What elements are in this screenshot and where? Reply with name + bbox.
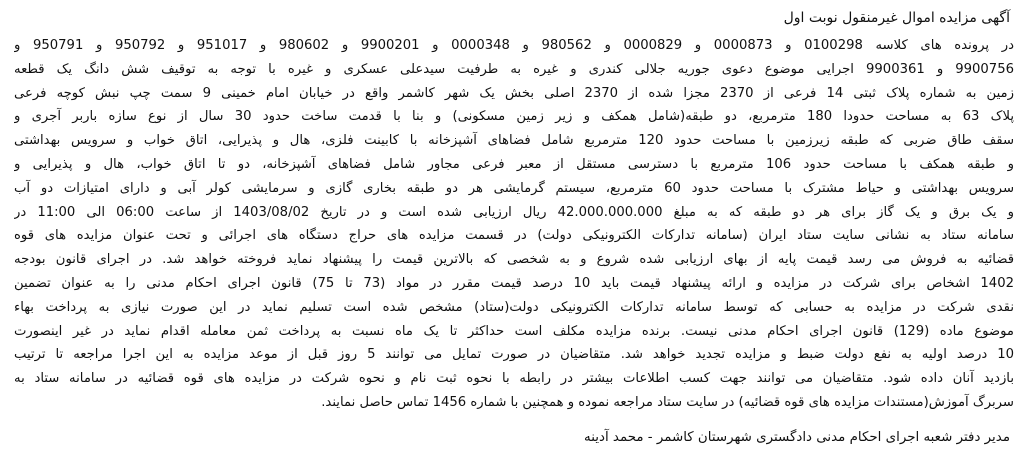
notice-title: آگهی مزایده اموال غیرمنقول نوبت اول: [783, 10, 1010, 26]
notice-body: [14, 34, 1014, 415]
notice-line: 10 درصد اولیه به نفع دولت ضبط و مزایده تجدید خواهد شد. متقاضیان در صورت تمایل می توانند 5 روز قبل از موعد مزایده به این اجرا مراجعه تا ترتیب: [14, 347, 1014, 363]
notice-line: 9900756 و 9900361 اجرایی موضوع دعوی جوریه جلالی کندری و غیره به طرفیت سیدعلی عسکری و غیره با توجه به توقیف شش دانگ یک قطعه: [14, 61, 1014, 77]
notice-line: نقدی شرکت در مزایده به حسابی که توسط سامانه تدارکات الکترونیکی دولت(ستاد) مشخص شده است تسلیم نماید در این صورت نیازی به پرداخت بهاء: [14, 299, 1014, 315]
notice-line: قضائیه به فروش می رسد قیمت پایه از بهای ارزیابی شده شروع و به شخصی که بالاترین قیمت را پیشنهاد نماید فروخته خواهد شد. در اجرای قانون بودجه: [14, 252, 1014, 268]
notice-line: 1402 اشخاص برای شرکت در مزایده و ارائه پیشنهاد قیمت باید 10 درصد قیمت مقرر در مواد (73 تا 75) قانون اجرای احکام مدنی را به عنوان تضمین: [14, 275, 1014, 291]
notice-line: سقف طاق ضربی که طبقه زیرزمین با مساحت حدود 120 مترمربع شامل فضاهای آشپزخانه با کابینت فلزی، هال و پذیرایی، اتاق خواب و سرویس بهداشتی: [14, 133, 1014, 149]
notice-line: در پرونده های کلاسه 0100298 و 0000873 و 0000829 و 980562 و 0000348 و 9900201 و 980602 و 951017 و 950792 و 950791 و: [14, 38, 1014, 53]
signature: مدیر دفتر شعبه اجرای احکام مدنی دادگستری شهرستان کاشمر - محمد آدینه: [584, 430, 1010, 445]
notice-line: سامانه ستاد به نشانی سایت ستاد ایران (سامانه تدارکات الکترونیکی دولت) در قسمت مزایده های حراج دستگاه های اجرائی و تحت عنوان مزایده های قوه: [14, 228, 1014, 244]
notice-line: و طبقه همکف با مساحت حدود 106 مترمربع با دسترسی مستقل از معبر فرعی مجاور شامل فضاهای آشپزخانه، دو تا اتاق خواب، هال و پذیرایی و: [14, 156, 1014, 172]
notice-line: سربرگ آموزش(مستندات مزایده های قوه قضائیه) در سایت ستاد مراجعه نموده و همچنین با شماره 1456 تماس حاصل نمایند.: [321, 394, 1014, 410]
notice-line: سرویس بهداشتی و حیاط مشترک با مساحت حدود 60 مترمربع، سیستم گرمایشی هر دو طبقه بخاری گازی و سرمایشی کولر آبی و دارای امتیازات دو آب: [14, 180, 1014, 196]
notice-line: بازدید آنان داده شود. متقاضیان می توانند جهت کسب اطلاعات بیشتر در رابطه با نحوه ثبت نام و نحوه شرکت در مزایده های قوه قضائیه در سامانه ستاد به: [14, 371, 1014, 387]
notice-line: و یک برق و یک گاز برای هر دو طبقه که به مبلغ 42.000.000.000 ریال ارزیابی شده است و در تاریخ 1403/08/02 از ساعت 06:00 الی 11:00 در: [14, 204, 1014, 220]
notice-line: موضوع ماده (129) قانون اجرای احکام مدنی نیست. برنده مزایده مکلف است حداکثر تا یک ماه نسبت به پرداخت ثمن معامله اقدام نماید در غیر اینصورت: [14, 323, 1014, 339]
notice-line: زمین به شماره پلاک ثبتی 14 فرعی از 2370 مجزا شده از 2370 اصلی بخش یک شهر کاشمر واقع در خیابان امام خمینی 9 سمت چپ نبش کوچه فرعی: [14, 85, 1014, 101]
notice-line: پلاک 63 به مساحت حدودا 180 مترمربع، دو طبقه(شامل همکف و زیر زمین مسکونی) و بنا با قدمت ساخت حدود 30 سال از نوع سازه باربر آجری و: [14, 109, 1014, 125]
